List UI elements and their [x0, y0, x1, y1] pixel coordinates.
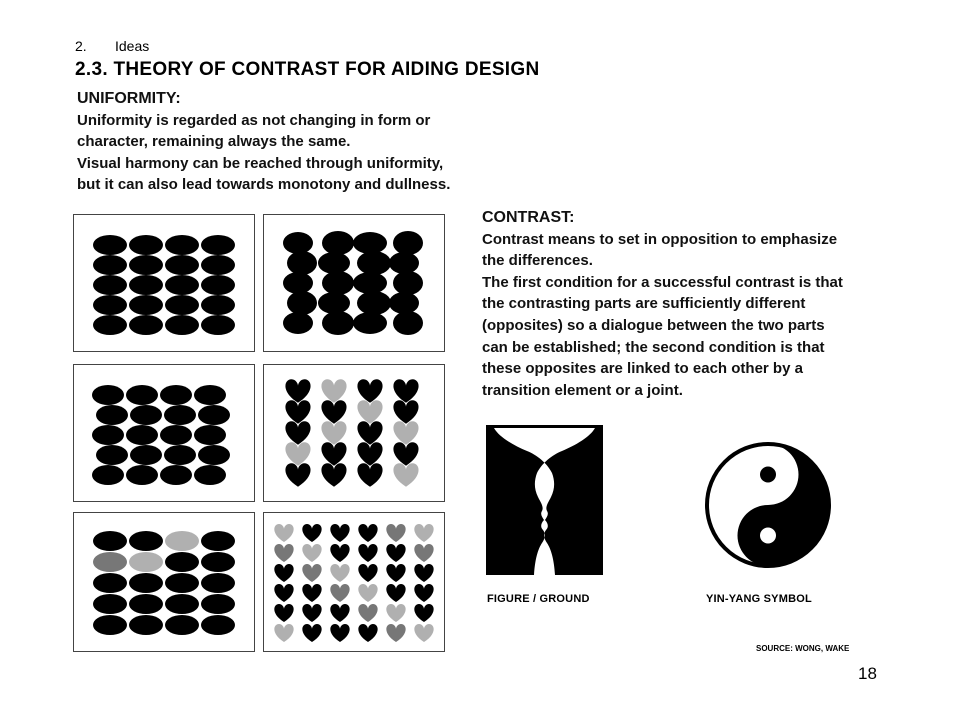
oval-shape [165, 315, 199, 335]
oval-shape [96, 445, 128, 465]
pattern-panel-ovals-uniform [73, 214, 255, 352]
oval-shape [164, 405, 196, 425]
oval-shape [160, 425, 192, 445]
oval-shape [287, 291, 317, 315]
oval-shape [322, 231, 354, 255]
pattern-panel-ovals-varied [263, 214, 445, 352]
heart-pattern [264, 365, 444, 501]
heart-shape [330, 604, 349, 622]
oval-shape [201, 255, 235, 275]
oval-shape [201, 552, 235, 572]
oval-shape [353, 312, 387, 334]
pattern-panel-ovals-grey [73, 512, 255, 652]
heart-shape [302, 624, 321, 642]
oval-shape [165, 295, 199, 315]
figure-ground-label: FIGURE / GROUND [487, 593, 590, 605]
oval-shape [201, 235, 235, 255]
oval-shape [322, 311, 354, 335]
oval-shape [93, 275, 127, 295]
uniformity-line: Uniformity is regarded as not changing in form or [77, 111, 431, 129]
oval-shape [165, 615, 199, 635]
page-number: 18 [858, 664, 877, 683]
oval-shape [393, 311, 423, 335]
contrast-line: these opposites are linked to each other by a [482, 360, 803, 378]
page-title: 2.3. THEORY OF CONTRAST FOR AIDING DESIGN [75, 59, 540, 80]
heart-shape [330, 624, 349, 642]
heart-shape [386, 524, 405, 542]
heart-shape [330, 524, 349, 542]
heart-shape [321, 421, 346, 444]
heart-shape [330, 584, 349, 602]
pattern-panel-hearts-dense [263, 512, 445, 652]
source-credit: SOURCE: WONG, WAKE [756, 644, 850, 653]
yin-yang-label: YIN-YANG SYMBOL [706, 593, 812, 605]
oval-shape [129, 275, 163, 295]
oval-shape [389, 252, 419, 274]
oval-shape [126, 425, 158, 445]
heart-shape [358, 564, 377, 582]
heart-shape [414, 604, 433, 622]
heart-shape [330, 564, 349, 582]
heart-shape [386, 544, 405, 562]
oval-shape [283, 272, 313, 294]
heart-shape [274, 624, 293, 642]
heart-shape [386, 624, 405, 642]
oval-shape [129, 552, 163, 572]
contrast-line: transition element or a joint. [482, 381, 683, 399]
oval-shape [129, 594, 163, 614]
oval-shape [194, 425, 226, 445]
heart-shape [302, 524, 321, 542]
oval-shape [93, 235, 127, 255]
heart-shape [393, 379, 418, 402]
heart-shape [357, 421, 382, 444]
heart-shape [357, 463, 382, 486]
oval-shape [130, 405, 162, 425]
oval-shape [165, 594, 199, 614]
heart-shape [414, 564, 433, 582]
heart-pattern [264, 513, 444, 651]
oval-shape [130, 445, 162, 465]
oval-shape [165, 552, 199, 572]
oval-shape [165, 255, 199, 275]
heart-shape [321, 463, 346, 486]
heart-shape [358, 524, 377, 542]
contrast-line: The first condition for a successful contrast is that [482, 273, 843, 291]
oval-shape [93, 255, 127, 275]
oval-shape [201, 295, 235, 315]
uniformity-line: Visual harmony can be reached through uniformity, [77, 154, 444, 172]
heart-shape [274, 604, 293, 622]
oval-shape [322, 271, 354, 295]
contrast-heading: CONTRAST: [482, 209, 575, 226]
oval-shape [92, 385, 124, 405]
oval-shape [92, 465, 124, 485]
heart-shape [386, 584, 405, 602]
oval-pattern [74, 513, 254, 651]
oval-pattern [74, 215, 254, 351]
oval-shape [93, 552, 127, 572]
oval-shape [283, 312, 313, 334]
oval-shape [194, 465, 226, 485]
contrast-line: can be established; the second condition is that [482, 338, 825, 356]
uniformity-line: character, remaining always the same. [77, 133, 351, 151]
heart-shape [274, 564, 293, 582]
oval-shape [353, 232, 387, 254]
heart-shape [393, 463, 418, 486]
heart-shape [285, 463, 310, 486]
oval-shape [393, 271, 423, 295]
oval-shape [164, 445, 196, 465]
oval-shape [93, 315, 127, 335]
oval-shape [129, 531, 163, 551]
heart-shape [321, 442, 346, 465]
heart-shape [358, 584, 377, 602]
heart-shape [302, 564, 321, 582]
oval-shape [201, 615, 235, 635]
oval-shape [93, 594, 127, 614]
heart-shape [357, 379, 382, 402]
oval-shape [93, 295, 127, 315]
oval-shape [283, 232, 313, 254]
oval-shape [318, 252, 350, 274]
oval-shape [93, 531, 127, 551]
heart-shape [285, 442, 310, 465]
oval-shape [198, 405, 230, 425]
oval-shape [357, 251, 391, 275]
pattern-panel-ovals-offset [73, 364, 255, 502]
heart-shape [302, 544, 321, 562]
oval-shape [201, 573, 235, 593]
heart-shape [357, 442, 382, 465]
oval-shape [201, 594, 235, 614]
contrast-line: the contrasting parts are sufficiently different [482, 295, 806, 313]
oval-pattern [264, 215, 444, 351]
oval-shape [165, 573, 199, 593]
yin-yang-icon [703, 440, 833, 570]
oval-shape [126, 385, 158, 405]
oval-shape [160, 385, 192, 405]
heart-shape [302, 584, 321, 602]
contrast-line: the differences. [482, 252, 593, 270]
oval-shape [129, 235, 163, 255]
oval-shape [201, 275, 235, 295]
heart-shape [358, 624, 377, 642]
yin-yang-illustration [703, 440, 833, 570]
contrast-line: (opposites) so a dialogue between the two parts [482, 316, 825, 334]
pattern-panel-hearts [263, 364, 445, 502]
oval-shape [165, 235, 199, 255]
oval-shape [318, 292, 350, 314]
heart-shape [393, 442, 418, 465]
oval-shape [126, 465, 158, 485]
oval-shape [129, 295, 163, 315]
figure-ground-illustration [486, 425, 603, 575]
oval-shape [165, 531, 199, 551]
heart-shape [414, 584, 433, 602]
heart-shape [357, 400, 382, 423]
heart-shape [393, 421, 418, 444]
heart-shape [274, 584, 293, 602]
heart-shape [386, 564, 405, 582]
oval-shape [129, 255, 163, 275]
uniformity-line: but it can also lead towards monotony and dullness. [77, 176, 451, 194]
oval-shape [287, 251, 317, 275]
heart-shape [274, 544, 293, 562]
contrast-section [482, 207, 882, 401]
breadcrumb [75, 38, 149, 54]
oval-shape [129, 573, 163, 593]
uniformity-heading: UNIFORMITY: [77, 90, 181, 107]
oval-shape [353, 272, 387, 294]
heart-shape [285, 379, 310, 402]
oval-pattern [74, 365, 254, 501]
oval-shape [194, 385, 226, 405]
contrast-line: Contrast means to set in opposition to emphasize [482, 230, 838, 248]
oval-shape [201, 315, 235, 335]
heart-shape [393, 400, 418, 423]
heart-shape [285, 421, 310, 444]
heart-shape [285, 400, 310, 423]
heart-shape [302, 604, 321, 622]
heart-shape [358, 544, 377, 562]
oval-shape [93, 573, 127, 593]
oval-shape [201, 531, 235, 551]
heart-shape [386, 604, 405, 622]
heart-shape [414, 624, 433, 642]
oval-shape [165, 275, 199, 295]
heart-shape [414, 544, 433, 562]
heart-shape [330, 544, 349, 562]
breadcrumb-label: Ideas [115, 38, 150, 54]
oval-shape [96, 405, 128, 425]
oval-shape [92, 425, 124, 445]
oval-shape [129, 315, 163, 335]
oval-shape [93, 615, 127, 635]
heart-shape [358, 604, 377, 622]
faces-vase-icon [486, 425, 603, 575]
heart-shape [321, 400, 346, 423]
oval-shape [389, 292, 419, 314]
oval-shape [357, 291, 391, 315]
breadcrumb-number: 2. [75, 38, 87, 54]
oval-shape [160, 465, 192, 485]
uniformity-section [77, 88, 497, 196]
heart-shape [321, 379, 346, 402]
heart-shape [414, 524, 433, 542]
oval-shape [129, 615, 163, 635]
oval-shape [198, 445, 230, 465]
oval-shape [393, 231, 423, 255]
heart-shape [274, 524, 293, 542]
